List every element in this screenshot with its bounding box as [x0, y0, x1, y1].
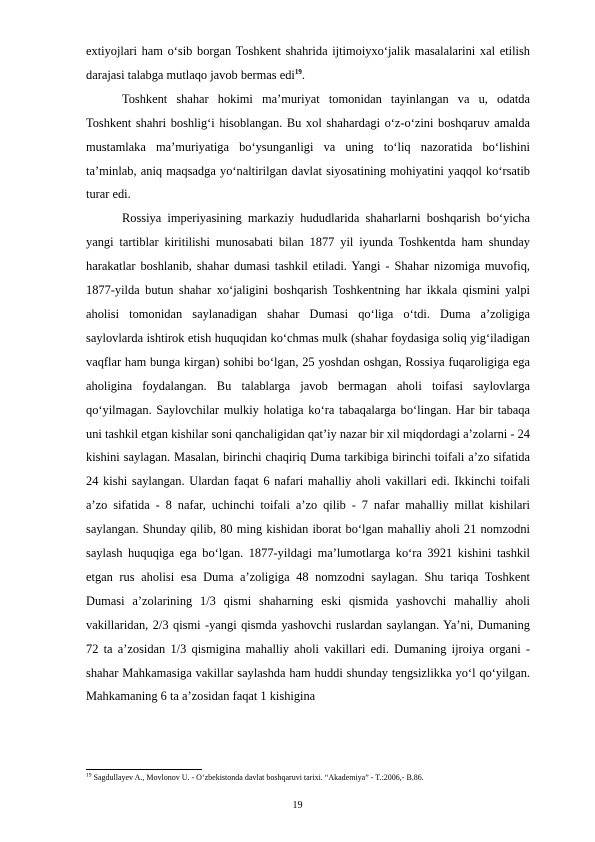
paragraph-3: Rossiya imperiyasining markaziy hududlarida shaharlarni boshqarish bo‘yicha yangi tartiblar kiritilishi munosabati bilan 1877 yil iyunda Toshkentda ham shunday harakatlar boshlanib, shahar dumasi tashkil etiladi. Yangi - Shahar nizomiga muvofiq, 1877-yilda butun shahar xo‘jaligini boshqarish Toshkentning har ikkala qismini yalpi aholisi tomonidan saylanadigan shahar Dumasi qo‘liga o‘tdi. Duma a’zoligiga saylovlarda ishtirok etish huquqidan ko‘chmas mulk (shahar foydasiga soliq yig‘iladigan vaqflar ham bunga kirgan) sohibi bo‘lgan, 25 yoshdan oshgan, Rossiya fuqaroligiga ega aholigina foydalangan. Bu talablarga javob bermagan aholi toifasi saylovlarga qo‘yilmagan. Saylovchilar mulkiy holatiga ko‘ra tabaqalarga bo‘lingan. Har bir tabaqa uni tashkil etgan kishilar soni qanchaligidan qat’iy nazar bir xil miqdordagi a’zolarni - 24 kishini saylagan. Masalan, birinchi chaqiriq Duma tarkibiga birinchi toifali a’zo sifatida 24 kishi saylangan. Ulardan faqat 6 nafari mahalliy aholi vakillari edi. Ikkinchi toifali a’zo sifatida - 8 nafar, uchinchi toifali a’zo qilib - 7 nafar mahalliy millat kishilari saylangan. Shunday qilib, 80 ming kishidan iborat bo‘lgan mahalliy aholi 21 nomzodni saylash huquqiga ega bo‘lgan. 1877-yildagi ma’lumotlarga ko‘ra 3921 kishini tashkil etgan rus aholisi esa Duma a’zoligiga 48 nomzodni saylagan. Shu tariqa Toshkent Dumasi a’zolarining 1/3 qismi shaharning eski qismida yashovchi mahalliy aholi vakillaridan, 2/3 qismi -yangi qismda yashovchi ruslardan saylangan. Ya’ni, Dumaning 72 ta a’zosidan 1/3 qismigina mahalliy aholi vakillari edi. Dumaning ijroiya organi - shahar Mahkamasiga vakillar saylashda ham huddi shunday tengsizlikka yo‘l qo‘yilgan. Mahkamaning 6 ta a’zosidan faqat 1 kishigina [86, 211, 530, 704]
footnote-ref[interactable]: 19 [294, 67, 302, 76]
footnote-divider [86, 769, 202, 770]
footnote [86, 772, 530, 783]
paragraph-1-tail: . [301, 67, 305, 82]
body-text [86, 40, 530, 709]
paragraph-1-text: extiyojlari ham o‘sib borgan Toshkent shahrida ijtimoiyxo‘jalik masalalarini xal etilish darajasi talabga mutlaqo javob bermas edi [86, 44, 530, 82]
page-number: 19 [292, 800, 303, 811]
paragraph-2: Toshkent shahar hokimi ma’muriyat tomonidan tayinlangan va u, odatda Toshkent shahri boshlig‘i hisoblangan. Bu xol shahardagi o‘z-o‘zini boshqaruv amalda mustamlaka ma’muriyatiga bo‘ysunganligi va uning to‘liq nazoratida bo‘lishini ta’minlab, aniq maqsadga yo‘naltirilgan davlat siyosatining mohiyatini yaqqol ko‘rsatib turar edi. [86, 91, 530, 202]
footnote-number: 19 [86, 772, 92, 779]
paragraph-1 [86, 40, 530, 88]
footnote-text: Sagdullayev A., Movlonov U. - O‘zbekistonda davlat boshqaruvi tarixi. “Akademiya” - T.:2006,- B.86. [93, 773, 424, 782]
